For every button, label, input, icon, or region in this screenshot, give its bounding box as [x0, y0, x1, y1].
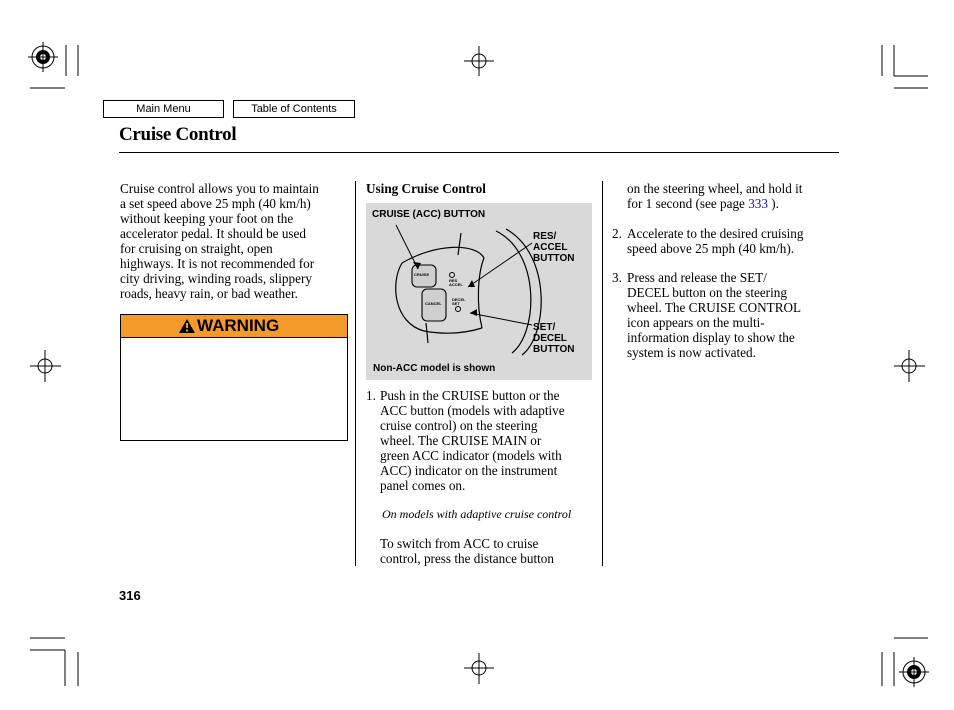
set-decel-callout [533, 322, 574, 355]
step-line: speed above 25 mph (40 km/h). [627, 241, 795, 256]
steering-wheel-figure [366, 203, 592, 380]
button-text-line: ACCEL [449, 282, 463, 287]
callout-line: DECEL [533, 333, 567, 344]
callout-line: ACCEL [533, 242, 568, 253]
step-number: 2. [612, 226, 622, 241]
step-line: wheel. The CRUISE CONTROL [627, 300, 802, 315]
step-number: 1. [366, 388, 376, 403]
title-rule [119, 152, 839, 153]
continued-line: on the steering wheel, and hold it [627, 181, 803, 196]
step-line: cruise control) on the steering [380, 418, 538, 433]
callout-line: SET/ [533, 322, 556, 333]
cruise-button-text: CRUISE [414, 272, 430, 277]
main-menu-button[interactable]: Main Menu [103, 100, 224, 118]
step-text [627, 226, 804, 256]
callout-line: BUTTON [533, 344, 575, 355]
decel-set-button-text [452, 298, 466, 306]
step-line: Press and release the SET/ [627, 270, 767, 285]
step-line: information display to show the [627, 330, 795, 345]
step-line: wheel. The CRUISE MAIN or [380, 433, 542, 448]
figure-caption: Non-ACC model is shown [373, 363, 496, 374]
res-accel-callout [533, 231, 574, 264]
intro-line: accelerator pedal. It should be used [120, 226, 307, 241]
step-line: Accelerate to the desired cruising [627, 226, 804, 241]
table-of-contents-button[interactable]: Table of Contents [233, 100, 355, 118]
column-divider [355, 181, 356, 566]
acc-line: control, press the distance button [380, 551, 554, 566]
continued-line [627, 196, 842, 211]
intro-line: for cruising on straight, open [120, 241, 273, 256]
intro-line: a set speed above 25 mph (40 km/h) [120, 196, 311, 211]
continued-prefix: for 1 second (see page [627, 196, 749, 211]
step-line: icon appears on the multi- [627, 315, 765, 330]
continued-suffix: ). [767, 196, 779, 211]
page-title: Cruise Control [119, 124, 237, 145]
step-text [380, 388, 565, 493]
warning-box [120, 314, 348, 441]
step-1-continued [627, 181, 842, 211]
page-333-link[interactable]: 333 [748, 196, 768, 211]
button-text-line: DECEL [452, 297, 466, 302]
warning-header [121, 315, 347, 338]
step-text [627, 270, 801, 360]
intro-line: Cruise control allows you to maintain [120, 181, 319, 196]
step-line: system is now activated. [627, 345, 756, 360]
warning-label: WARNING [197, 316, 280, 335]
acc-switch-text [380, 536, 595, 566]
intro-line: highways. It is not recommended for [120, 256, 315, 271]
step-line: green ACC indicator (models with [380, 448, 562, 463]
callout-line: RES/ [533, 231, 557, 242]
intro-line: city driving, winding roads, slippery [120, 271, 312, 286]
step-line: panel comes on. [380, 478, 466, 493]
cruise-button-callout: CRUISE (ACC) BUTTON [372, 209, 486, 220]
step-line: DECEL button on the steering [627, 285, 787, 300]
cancel-button-text: CANCEL [425, 301, 442, 306]
step-number: 3. [612, 270, 622, 285]
intro-line: without keeping your foot on the [120, 211, 294, 226]
step-line: Push in the CRUISE button or the [380, 388, 560, 403]
warning-triangle-icon [179, 319, 195, 333]
res-accel-button-text [449, 279, 463, 287]
intro-paragraph [120, 181, 348, 301]
step-line: ACC) indicator on the instrument [380, 463, 558, 478]
column-divider [602, 181, 603, 566]
acc-line: To switch from ACC to cruise [380, 536, 539, 551]
using-cruise-heading: Using Cruise Control [366, 181, 486, 196]
button-text-line: SET [452, 301, 460, 306]
callout-line: BUTTON [533, 253, 575, 264]
acc-models-note: On models with adaptive cruise control [382, 507, 572, 521]
step-line: ACC button (models with adaptive [380, 403, 565, 418]
button-text-line: RES [449, 278, 458, 283]
page-number: 316 [119, 588, 141, 603]
intro-line: roads, heavy rain, or bad weather. [120, 286, 298, 301]
